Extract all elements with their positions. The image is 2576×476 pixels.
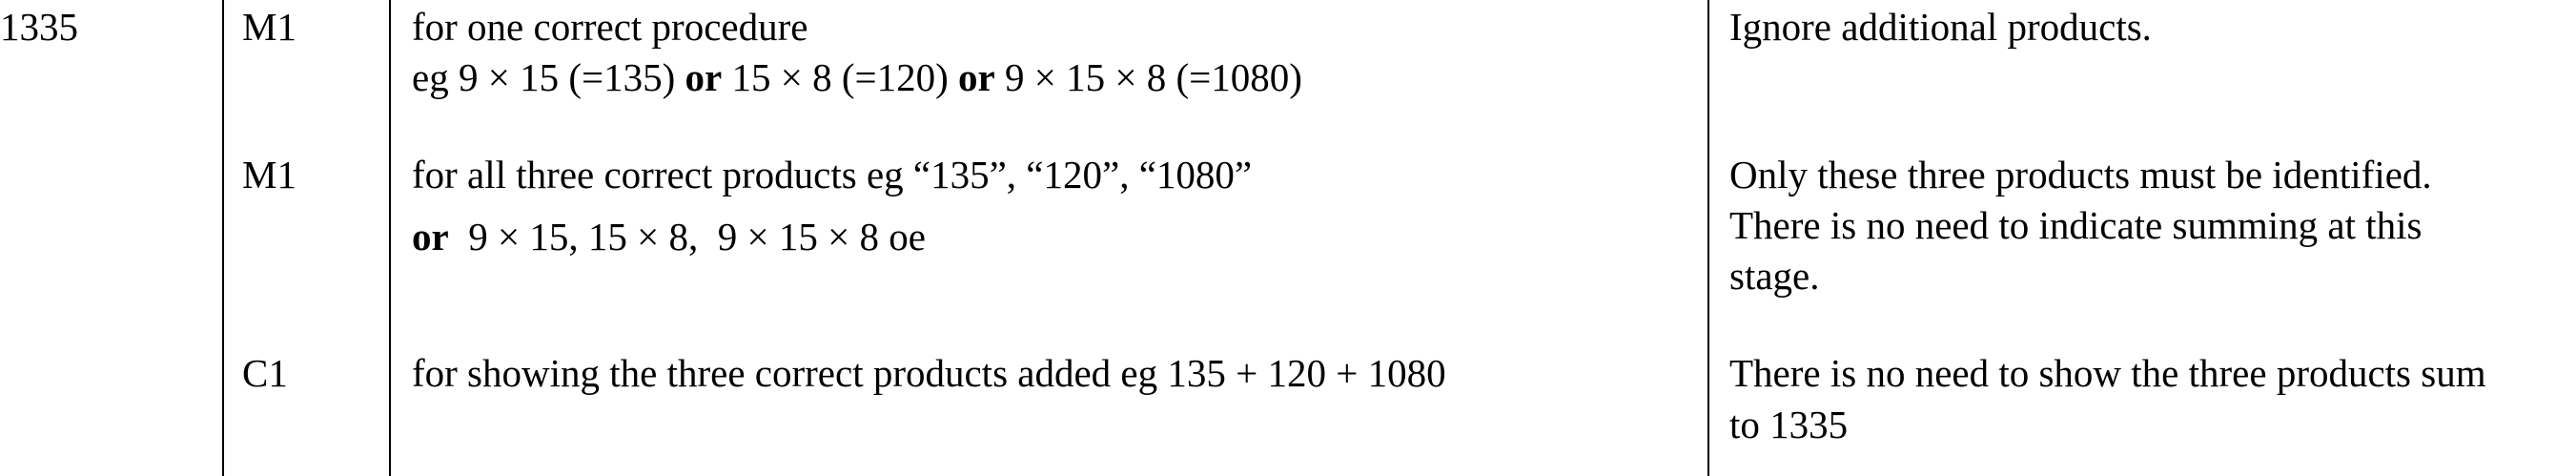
guidance-note: to 1335 (1729, 403, 1849, 446)
column-divider (1707, 0, 1709, 476)
guidance-note: stage. (1729, 254, 1820, 298)
criterion-line: or 9 × 15, 15 × 8, 9 × 15 × 8 oe (412, 215, 926, 259)
column-divider (222, 0, 224, 476)
guidance-note: There is no need to show the three products sum (1729, 351, 2486, 395)
guidance-note: Only these three products must be identified. (1729, 153, 2432, 197)
criterion-line: for all three correct products eg “135”, “120”, “1080” (412, 153, 1253, 197)
criterion-line: eg 9 × 15 (=135) or 15 × 8 (=120) or 9 × 15 × 8 (=1080) (412, 55, 1302, 99)
mark-code: M1 (242, 153, 296, 197)
mark-code: C1 (242, 351, 288, 395)
guidance-note: Ignore additional products. (1729, 5, 2152, 49)
guidance-note: There is no need to indicate summing at this (1729, 203, 2423, 247)
answer-cell: 1335 (0, 5, 78, 49)
column-divider (389, 0, 391, 476)
mark-code: M1 (242, 5, 296, 49)
criterion-line: for showing the three correct products added eg 135 + 120 + 1080 (412, 351, 1446, 395)
criterion-line: for one correct procedure (412, 5, 808, 49)
